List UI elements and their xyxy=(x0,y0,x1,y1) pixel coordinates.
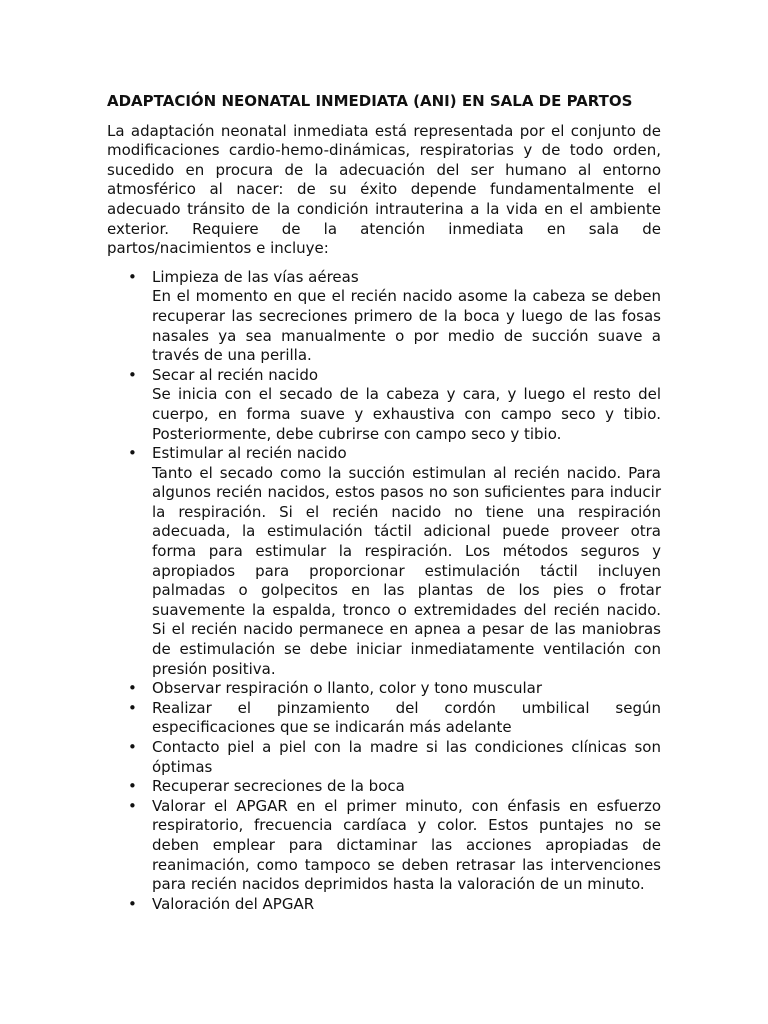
bullet-icon: • xyxy=(128,796,137,815)
list-item xyxy=(107,268,661,366)
list-item-label: Contacto piel a piel con la madre si las condiciones clínicas son óptimas xyxy=(152,738,661,776)
list-item-label: Observar respiración o llanto, color y tono muscular xyxy=(152,679,542,698)
intro-paragraph: La adaptación neonatal inmediata está representada por el conjunto de modificaciones cardio-hemo-dinámicas, respiratorias y de todo orden, sucedido en procura de la adecuación del ser humano al entorno atmosférico al nacer: de su éxito depende fundamentalmente el adecuado tránsito de la condición intrauterina a la vida en el ambiente exterior. Requiere de la atención inmediata en sala de partos/nacimientos e incluye: xyxy=(107,121,661,258)
list-item-detail: En el momento en que el recién nacido asome la cabeza se deben recuperar las secreciones primero de la boca y luego de las fosas nasales ya sea manualmente o por medio de succión suave a través de una perilla. xyxy=(152,287,661,365)
list-item-label: Valorar el APGAR en el primer minuto, con énfasis en esfuerzo respiratorio, frecuencia cardíaca y color. Estos puntajes no se deben emplear para dictaminar las acciones apropiadas de reanimación, como tampoco se deben retrasar las intervenciones para recién nacidos deprimidos hasta la valoración de un minuto. xyxy=(152,796,661,894)
list-item-label: Limpieza de las vías aéreas xyxy=(152,267,359,286)
document-title: ADAPTACIÓN NEONATAL INMEDIATA (ANI) EN SALA DE PARTOS xyxy=(107,92,633,110)
bullet-icon: • xyxy=(128,698,137,717)
bullet-icon: • xyxy=(128,738,137,756)
bullet-icon: • xyxy=(128,777,137,796)
bullet-icon: • xyxy=(128,679,137,698)
list-item xyxy=(107,444,661,679)
list-item-label: Realizar el pinzamiento del cordón umbilical según especificaciones que se indicarán más adelante xyxy=(152,698,661,737)
list-item-label: Estimular al recién nacido xyxy=(152,444,347,463)
list-item xyxy=(107,738,661,777)
document-page xyxy=(107,92,661,914)
bullet-icon: • xyxy=(128,444,137,463)
list-item xyxy=(107,895,661,915)
list-item xyxy=(107,366,661,444)
list-item xyxy=(107,797,661,895)
bullet-icon: • xyxy=(128,365,137,384)
list-item-label: Valoración del APGAR xyxy=(152,894,315,913)
list-item-label: Recuperar secreciones de la boca xyxy=(152,777,405,796)
list-item xyxy=(107,777,661,797)
list-item-detail: Tanto el secado como la succión estimulan al recién nacido. Para algunos recién nacidos, estos pasos no son suficientes para inducir la respiración. Si el recién nacido no tiene una respiración adecuada, la estimulación táctil adicional puede proveer otra forma para estimular la respiración. Los métodos seguros y apropiados para proporcionar estimulación táctil incluyen palmadas o golpecitos en las plantas de los pies o frotar suavemente la espalda, tronco o extremidades del recién nacido. Si el recién nacido permanece en apnea a pesar de las maniobras de estimulación se debe iniciar inmediatamente ventilación con presión positiva. xyxy=(152,463,661,678)
list-item xyxy=(107,699,661,738)
list-item-label: Secar al recién nacido xyxy=(152,365,319,384)
bullet-icon: • xyxy=(128,267,137,286)
bullet-list xyxy=(107,268,661,915)
list-item xyxy=(107,679,661,699)
bullet-icon: • xyxy=(128,894,137,913)
list-item-detail: Se inicia con el secado de la cabeza y cara, y luego el resto del cuerpo, en forma suave y exhaustiva con campo seco y tibio. Posteriormente, debe cubrirse con campo seco y tibio. xyxy=(152,385,661,443)
